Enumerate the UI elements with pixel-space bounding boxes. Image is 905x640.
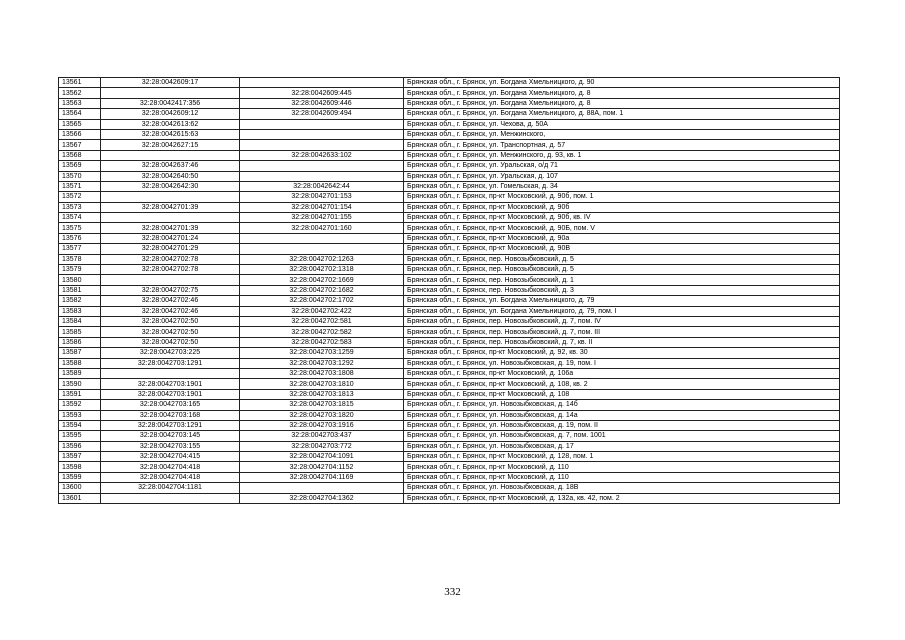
table-row bbox=[59, 254, 840, 264]
cadastral-number-object-cell: 32:28:0042701:153 bbox=[240, 192, 404, 202]
address-cell: Брянская обл., г. Брянск, ул. Новозыбковская, д. 17 bbox=[404, 441, 840, 451]
cadastral-number-parcel-cell: 32:28:0042702:46 bbox=[101, 306, 240, 316]
table-row bbox=[59, 213, 840, 223]
table-row bbox=[59, 265, 840, 275]
table-row bbox=[59, 109, 840, 119]
record-number-cell: 13568 bbox=[59, 150, 101, 160]
cadastral-number-parcel-cell: 32:28:0042703:165 bbox=[101, 400, 240, 410]
address-cell: Брянская обл., г. Брянск, пр-кт Московский, д. 110 bbox=[404, 472, 840, 482]
table-row bbox=[59, 275, 840, 285]
cadastral-number-object-cell: 32:28:0042702:583 bbox=[240, 337, 404, 347]
cadastral-number-object-cell: 32:28:0042703:1292 bbox=[240, 358, 404, 368]
record-number-cell: 13562 bbox=[59, 88, 101, 98]
address-cell: Брянская обл., г. Брянск, ул. Новозыбковская, д. 18В bbox=[404, 483, 840, 493]
record-number-cell: 13578 bbox=[59, 254, 101, 264]
cadastral-number-parcel-cell: 32:28:0042701:24 bbox=[101, 233, 240, 243]
cadastral-number-parcel-cell: 32:28:0042703:155 bbox=[101, 441, 240, 451]
table-row bbox=[59, 348, 840, 358]
cadastral-number-parcel-cell: 32:28:0042703:1901 bbox=[101, 379, 240, 389]
record-number-cell: 13593 bbox=[59, 410, 101, 420]
cadastral-number-object-cell: 32:28:0042609:494 bbox=[240, 109, 404, 119]
address-cell: Брянская обл., г. Брянск, пр-кт Московский, д. 90б, кв. IV bbox=[404, 213, 840, 223]
table-row bbox=[59, 368, 840, 378]
address-cell: Брянская обл., г. Брянск, ул. Новозыбковская, д. 14а bbox=[404, 410, 840, 420]
cadastral-number-object-cell: 32:28:0042703:1259 bbox=[240, 348, 404, 358]
record-number-cell: 13580 bbox=[59, 275, 101, 285]
cadastral-number-parcel-cell: 32:28:0042417:356 bbox=[101, 98, 240, 108]
address-cell: Брянская обл., г. Брянск, пер. Новозыбковский, д. 5 bbox=[404, 265, 840, 275]
cadastral-number-parcel-cell: 32:28:0042702:50 bbox=[101, 316, 240, 326]
record-number-cell: 13582 bbox=[59, 296, 101, 306]
record-number-cell: 13592 bbox=[59, 400, 101, 410]
table-row bbox=[59, 129, 840, 139]
cadastral-number-parcel-cell: 32:28:0042703:1901 bbox=[101, 389, 240, 399]
record-number-cell: 13569 bbox=[59, 161, 101, 171]
cadastral-number-object-cell: 32:28:0042703:1808 bbox=[240, 368, 404, 378]
cadastral-number-parcel-cell: 32:28:0042640:50 bbox=[101, 171, 240, 181]
cadastral-number-parcel-cell: 32:28:0042701:29 bbox=[101, 244, 240, 254]
record-number-cell: 13566 bbox=[59, 129, 101, 139]
record-number-cell: 13570 bbox=[59, 171, 101, 181]
address-cell: Брянская обл., г. Брянск, ул. Уральская, о/д 71 bbox=[404, 161, 840, 171]
cadastral-number-parcel-cell: 32:28:0042704:415 bbox=[101, 452, 240, 462]
cadastral-number-object-cell: 32:28:0042702:422 bbox=[240, 306, 404, 316]
cadastral-number-object-cell: 32:28:0042703:1916 bbox=[240, 420, 404, 430]
cadastral-number-object-cell: 32:28:0042704:1362 bbox=[240, 493, 404, 503]
address-cell: Брянская обл., г. Брянск, ул. Богдана Хмельницкого, д. 8 bbox=[404, 98, 840, 108]
address-cell: Брянская обл., г. Брянск, ул. Богдана Хмельницкого, д. 79, пом. I bbox=[404, 306, 840, 316]
cadastral-number-object-cell: 32:28:0042703:1813 bbox=[240, 389, 404, 399]
record-number-cell: 13576 bbox=[59, 233, 101, 243]
cadastral-number-object-cell: 32:28:0042609:446 bbox=[240, 98, 404, 108]
cadastral-number-parcel-cell: 32:28:0042702:75 bbox=[101, 285, 240, 295]
table-row bbox=[59, 316, 840, 326]
record-number-cell: 13581 bbox=[59, 285, 101, 295]
record-number-cell: 13572 bbox=[59, 192, 101, 202]
table-row bbox=[59, 389, 840, 399]
address-cell: Брянская обл., г. Брянск, пер. Новозыбковский, д. 1 bbox=[404, 275, 840, 285]
registry-table bbox=[58, 77, 840, 504]
record-number-cell: 13587 bbox=[59, 348, 101, 358]
cadastral-number-object-cell bbox=[240, 171, 404, 181]
cadastral-number-object-cell: 32:28:0042703:1810 bbox=[240, 379, 404, 389]
address-cell: Брянская обл., г. Брянск, пр-кт Московский, д. 92, кв. 30 bbox=[404, 348, 840, 358]
cadastral-number-parcel-cell bbox=[101, 150, 240, 160]
cadastral-number-parcel-cell: 32:28:0042609:12 bbox=[101, 109, 240, 119]
table-row bbox=[59, 171, 840, 181]
address-cell: Брянская обл., г. Брянск, пер. Новозыбковский, д. 7, кв. II bbox=[404, 337, 840, 347]
address-cell: Брянская обл., г. Брянск, ул. Новозыбковская, д. 19, пом. II bbox=[404, 420, 840, 430]
address-cell: Брянская обл., г. Брянск, пер. Новозыбковский, д. 7, пом. IV bbox=[404, 316, 840, 326]
cadastral-number-parcel-cell: 32:28:0042627:15 bbox=[101, 140, 240, 150]
page-number: 332 bbox=[444, 586, 461, 598]
record-number-cell: 13594 bbox=[59, 420, 101, 430]
address-cell: Брянская обл., г. Брянск, пр-кт Московский, д. 108 bbox=[404, 389, 840, 399]
record-number-cell: 13596 bbox=[59, 441, 101, 451]
cadastral-number-object-cell: 32:28:0042633:102 bbox=[240, 150, 404, 160]
table-row bbox=[59, 441, 840, 451]
record-number-cell: 13563 bbox=[59, 98, 101, 108]
table-row bbox=[59, 493, 840, 503]
address-cell: Брянская обл., г. Брянск, пр-кт Московский, д. 90а bbox=[404, 233, 840, 243]
cadastral-number-object-cell: 32:28:0042704:1152 bbox=[240, 462, 404, 472]
cadastral-number-parcel-cell: 32:28:0042703:168 bbox=[101, 410, 240, 420]
table-row bbox=[59, 202, 840, 212]
record-number-cell: 13598 bbox=[59, 462, 101, 472]
table-row bbox=[59, 88, 840, 98]
cadastral-number-parcel-cell: 32:28:0042702:50 bbox=[101, 327, 240, 337]
cadastral-number-parcel-cell: 32:28:0042615:63 bbox=[101, 129, 240, 139]
cadastral-number-parcel-cell: 32:28:0042701:39 bbox=[101, 223, 240, 233]
cadastral-number-parcel-cell: 32:28:0042703:1291 bbox=[101, 420, 240, 430]
cadastral-number-object-cell: 32:28:0042702:582 bbox=[240, 327, 404, 337]
record-number-cell: 13564 bbox=[59, 109, 101, 119]
address-cell: Брянская обл., г. Брянск, пр-кт Московский, д. 90В bbox=[404, 244, 840, 254]
table-row bbox=[59, 483, 840, 493]
address-cell: Брянская обл., г. Брянск, ул. Менжинского, д. 93, кв. 1 bbox=[404, 150, 840, 160]
cadastral-number-parcel-cell: 32:28:0042703:225 bbox=[101, 348, 240, 358]
record-number-cell: 13571 bbox=[59, 181, 101, 191]
record-number-cell: 13585 bbox=[59, 327, 101, 337]
record-number-cell: 13583 bbox=[59, 306, 101, 316]
table-row bbox=[59, 327, 840, 337]
record-number-cell: 13595 bbox=[59, 431, 101, 441]
table-row bbox=[59, 420, 840, 430]
address-cell: Брянская обл., г. Брянск, ул. Уральская, д. 107 bbox=[404, 171, 840, 181]
cadastral-number-object-cell bbox=[240, 129, 404, 139]
cadastral-number-object-cell: 32:28:0042702:1263 bbox=[240, 254, 404, 264]
table-row bbox=[59, 285, 840, 295]
record-number-cell: 13565 bbox=[59, 119, 101, 129]
address-cell: Брянская обл., г. Брянск, пр-кт Московский, д. 90б, пом. 1 bbox=[404, 192, 840, 202]
record-number-cell: 13567 bbox=[59, 140, 101, 150]
cadastral-number-parcel-cell bbox=[101, 192, 240, 202]
cadastral-number-object-cell bbox=[240, 244, 404, 254]
record-number-cell: 13579 bbox=[59, 265, 101, 275]
table-row bbox=[59, 140, 840, 150]
address-cell: Брянская обл., г. Брянск, ул. Транспортная, д. 57 bbox=[404, 140, 840, 150]
cadastral-number-parcel-cell: 32:28:0042702:50 bbox=[101, 337, 240, 347]
address-cell: Брянская обл., г. Брянск, пр-кт Московский, д. 90б bbox=[404, 202, 840, 212]
cadastral-number-object-cell bbox=[240, 140, 404, 150]
cadastral-number-object-cell: 32:28:0042704:1091 bbox=[240, 452, 404, 462]
cadastral-number-object-cell: 32:28:0042702:1318 bbox=[240, 265, 404, 275]
cadastral-number-parcel-cell: 32:28:0042637:46 bbox=[101, 161, 240, 171]
cadastral-number-parcel-cell bbox=[101, 275, 240, 285]
cadastral-number-parcel-cell: 32:28:0042704:1181 bbox=[101, 483, 240, 493]
address-cell: Брянская обл., г. Брянск, пер. Новозыбковский, д. 5 bbox=[404, 254, 840, 264]
address-cell: Брянская обл., г. Брянск, ул. Новозыбковская, д. 7, пом. 1001 bbox=[404, 431, 840, 441]
table-row bbox=[59, 244, 840, 254]
cadastral-number-object-cell: 32:28:0042704:1169 bbox=[240, 472, 404, 482]
cadastral-number-object-cell bbox=[240, 161, 404, 171]
cadastral-number-object-cell: 32:28:0042701:155 bbox=[240, 213, 404, 223]
table-row bbox=[59, 452, 840, 462]
address-cell: Брянская обл., г. Брянск, пр-кт Московский, д. 106а bbox=[404, 368, 840, 378]
cadastral-number-object-cell: 32:28:0042702:581 bbox=[240, 316, 404, 326]
table-row bbox=[59, 431, 840, 441]
table-row bbox=[59, 78, 840, 88]
cadastral-number-object-cell: 32:28:0042702:1702 bbox=[240, 296, 404, 306]
address-cell: Брянская обл., г. Брянск, ул. Богдана Хмельницкого, д. 90 bbox=[404, 78, 840, 88]
address-cell: Брянская обл., г. Брянск, ул. Богдана Хмельницкого, д. 79 bbox=[404, 296, 840, 306]
cadastral-number-parcel-cell: 32:28:0042702:78 bbox=[101, 254, 240, 264]
record-number-cell: 13575 bbox=[59, 223, 101, 233]
address-cell: Брянская обл., г. Брянск, пр-кт Московский, д. 128, пом. 1 bbox=[404, 452, 840, 462]
cadastral-number-object-cell bbox=[240, 233, 404, 243]
cadastral-number-parcel-cell bbox=[101, 88, 240, 98]
address-cell: Брянская обл., г. Брянск, ул. Менжинского, bbox=[404, 129, 840, 139]
table-row bbox=[59, 358, 840, 368]
table-row bbox=[59, 161, 840, 171]
address-cell: Брянская обл., г. Брянск, ул. Богдана Хмельницкого, д. 88А, пом. 1 bbox=[404, 109, 840, 119]
cadastral-number-parcel-cell bbox=[101, 213, 240, 223]
table-row bbox=[59, 150, 840, 160]
address-cell: Брянская обл., г. Брянск, ул. Чехова, д. 50А bbox=[404, 119, 840, 129]
record-number-cell: 13573 bbox=[59, 202, 101, 212]
table-row bbox=[59, 379, 840, 389]
address-cell: Брянская обл., г. Брянск, пр-кт Московский, д. 90Б, пом. V bbox=[404, 223, 840, 233]
address-cell: Брянская обл., г. Брянск, пер. Новозыбковский, д. 3 bbox=[404, 285, 840, 295]
cadastral-number-object-cell bbox=[240, 119, 404, 129]
address-cell: Брянская обл., г. Брянск, пр-кт Московский, д. 108, кв. 2 bbox=[404, 379, 840, 389]
cadastral-number-object-cell: 32:28:0042609:445 bbox=[240, 88, 404, 98]
table-row bbox=[59, 410, 840, 420]
table-row bbox=[59, 337, 840, 347]
record-number-cell: 13586 bbox=[59, 337, 101, 347]
cadastral-number-object-cell: 32:28:0042703:772 bbox=[240, 441, 404, 451]
table-row bbox=[59, 181, 840, 191]
cadastral-number-parcel-cell: 32:28:0042613:62 bbox=[101, 119, 240, 129]
cadastral-number-parcel-cell: 32:28:0042702:46 bbox=[101, 296, 240, 306]
cadastral-number-parcel-cell: 32:28:0042703:145 bbox=[101, 431, 240, 441]
cadastral-number-object-cell: 32:28:0042702:1669 bbox=[240, 275, 404, 285]
record-number-cell: 13599 bbox=[59, 472, 101, 482]
record-number-cell: 13601 bbox=[59, 493, 101, 503]
cadastral-number-parcel-cell: 32:28:0042704:418 bbox=[101, 462, 240, 472]
address-cell: Брянская обл., г. Брянск, ул. Гомельская, д. 34 bbox=[404, 181, 840, 191]
record-number-cell: 13597 bbox=[59, 452, 101, 462]
table-row bbox=[59, 119, 840, 129]
table-row bbox=[59, 223, 840, 233]
record-number-cell: 13600 bbox=[59, 483, 101, 493]
record-number-cell: 13574 bbox=[59, 213, 101, 223]
cadastral-number-object-cell: 32:28:0042703:1815 bbox=[240, 400, 404, 410]
record-number-cell: 13561 bbox=[59, 78, 101, 88]
cadastral-number-parcel-cell bbox=[101, 493, 240, 503]
cadastral-number-parcel-cell: 32:28:0042642:30 bbox=[101, 181, 240, 191]
cadastral-number-object-cell bbox=[240, 483, 404, 493]
record-number-cell: 13589 bbox=[59, 368, 101, 378]
address-cell: Брянская обл., г. Брянск, ул. Новозыбковская, д. 19, пом. I bbox=[404, 358, 840, 368]
cadastral-number-parcel-cell: 32:28:0042703:1291 bbox=[101, 358, 240, 368]
cadastral-number-parcel-cell bbox=[101, 368, 240, 378]
table-row bbox=[59, 98, 840, 108]
record-number-cell: 13588 bbox=[59, 358, 101, 368]
cadastral-number-object-cell: 32:28:0042703:437 bbox=[240, 431, 404, 441]
address-cell: Брянская обл., г. Брянск, ул. Новозыбковская, д. 14б bbox=[404, 400, 840, 410]
address-cell: Брянская обл., г. Брянск, пер. Новозыбковский, д. 7, пом. III bbox=[404, 327, 840, 337]
address-cell: Брянская обл., г. Брянск, пр-кт Московский, д. 110 bbox=[404, 462, 840, 472]
cadastral-number-object-cell: 32:28:0042701:154 bbox=[240, 202, 404, 212]
record-number-cell: 13590 bbox=[59, 379, 101, 389]
registry-table-body bbox=[59, 78, 840, 504]
table-row bbox=[59, 472, 840, 482]
address-cell: Брянская обл., г. Брянск, пр-кт Московский, д. 132а, кв. 42, пом. 2 bbox=[404, 493, 840, 503]
record-number-cell: 13591 bbox=[59, 389, 101, 399]
cadastral-number-object-cell: 32:28:0042642:44 bbox=[240, 181, 404, 191]
cadastral-number-object-cell: 32:28:0042701:160 bbox=[240, 223, 404, 233]
table-row bbox=[59, 233, 840, 243]
table-row bbox=[59, 462, 840, 472]
cadastral-number-object-cell: 32:28:0042702:1682 bbox=[240, 285, 404, 295]
record-number-cell: 13577 bbox=[59, 244, 101, 254]
cadastral-number-parcel-cell: 32:28:0042702:78 bbox=[101, 265, 240, 275]
cadastral-number-object-cell: 32:28:0042703:1820 bbox=[240, 410, 404, 420]
cadastral-number-parcel-cell: 32:28:0042704:418 bbox=[101, 472, 240, 482]
cadastral-number-parcel-cell: 32:28:0042701:39 bbox=[101, 202, 240, 212]
table-row bbox=[59, 192, 840, 202]
table-row bbox=[59, 400, 840, 410]
cadastral-number-parcel-cell: 32:28:0042609:17 bbox=[101, 78, 240, 88]
table-row bbox=[59, 296, 840, 306]
address-cell: Брянская обл., г. Брянск, ул. Богдана Хмельницкого, д. 8 bbox=[404, 88, 840, 98]
table-row bbox=[59, 306, 840, 316]
cadastral-number-object-cell bbox=[240, 78, 404, 88]
record-number-cell: 13584 bbox=[59, 316, 101, 326]
